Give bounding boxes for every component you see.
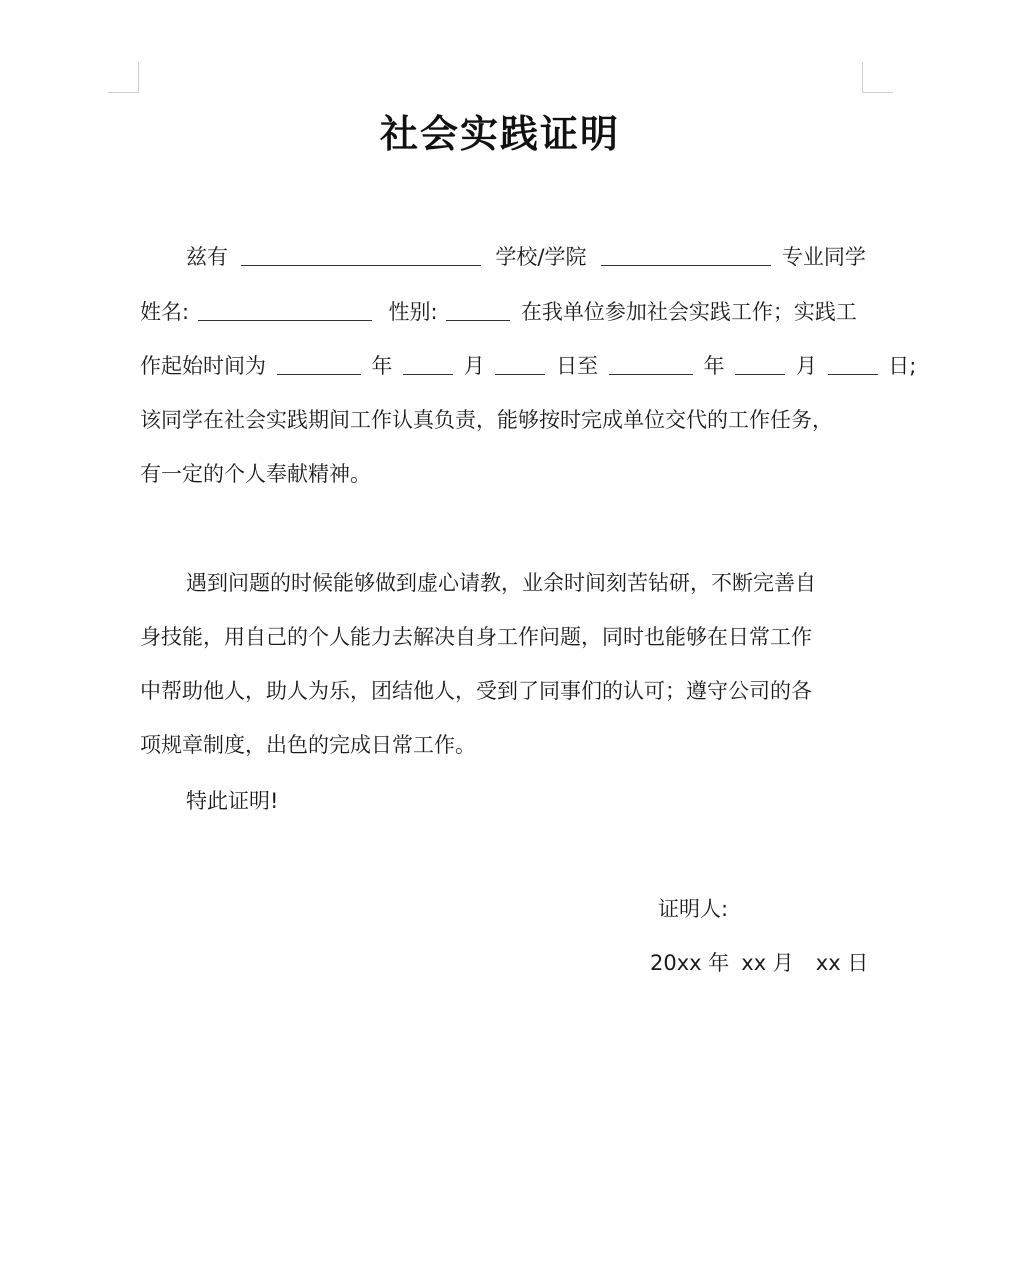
form-line-2 xyxy=(140,292,857,332)
signature-year: 20xx 年 xyxy=(650,951,730,975)
end-day-label: 日; xyxy=(888,354,917,378)
end-day-blank[interactable] xyxy=(828,348,878,375)
start-month-blank[interactable] xyxy=(403,348,453,375)
certifier-label: 证明人: xyxy=(658,897,729,921)
gender-label: 性别: xyxy=(388,300,438,324)
name-label: 姓名: xyxy=(140,300,190,324)
school-blank[interactable] xyxy=(241,239,481,266)
paragraph2-line-4: 项规章制度，出色的完成日常工作。 xyxy=(140,733,476,757)
line2-text: 在我单位参加社会实践工作；实践工 xyxy=(520,300,857,324)
form-line-1 xyxy=(186,237,866,277)
form-line-5: 有一定的个人奉献精神。 xyxy=(140,462,371,486)
closing-statement: 特此证明! xyxy=(186,789,279,813)
school-label: 学校/学院 xyxy=(495,245,587,269)
end-month-label: 月 xyxy=(795,354,817,378)
start-day-label: 日至 xyxy=(556,354,599,378)
crop-mark-top-right xyxy=(862,62,893,93)
end-year-label: 年 xyxy=(703,354,725,378)
document-title: 社会实践证明 xyxy=(379,112,620,156)
major-blank[interactable] xyxy=(601,239,771,266)
start-year-blank[interactable] xyxy=(277,348,361,375)
paragraph2-line-3: 中帮助他人，助人为乐，团结他人，受到了同事们的认可；遵守公司的各 xyxy=(140,679,812,703)
paragraph2-line-1: 遇到问题的时候能够做到虚心请教，业余时间刻苦钻研，不断完善自 xyxy=(186,571,816,595)
end-year-blank[interactable] xyxy=(609,348,693,375)
signature-day: xx 日 xyxy=(815,951,869,975)
start-day-blank[interactable] xyxy=(495,348,545,375)
signature-month: xx 月 xyxy=(741,951,794,975)
form-line-4: 该同学在社会实践期间工作认真负责，能够按时完成单位交代的工作任务， xyxy=(140,408,833,432)
form-line-3 xyxy=(140,346,916,386)
end-month-blank[interactable] xyxy=(735,348,785,375)
start-month-label: 月 xyxy=(463,354,485,378)
gender-blank[interactable] xyxy=(446,294,510,321)
start-time-label: 作起始时间为 xyxy=(140,354,266,378)
start-year-label: 年 xyxy=(371,354,393,378)
signature-date xyxy=(650,943,868,983)
name-blank[interactable] xyxy=(198,294,372,321)
intro-text: 兹有 xyxy=(186,245,228,269)
major-label: 专业同学 xyxy=(781,245,866,269)
paragraph2-line-2: 身技能，用自己的个人能力去解决自身工作问题，同时也能够在日常工作 xyxy=(140,625,812,649)
crop-mark-top-left xyxy=(108,62,139,93)
